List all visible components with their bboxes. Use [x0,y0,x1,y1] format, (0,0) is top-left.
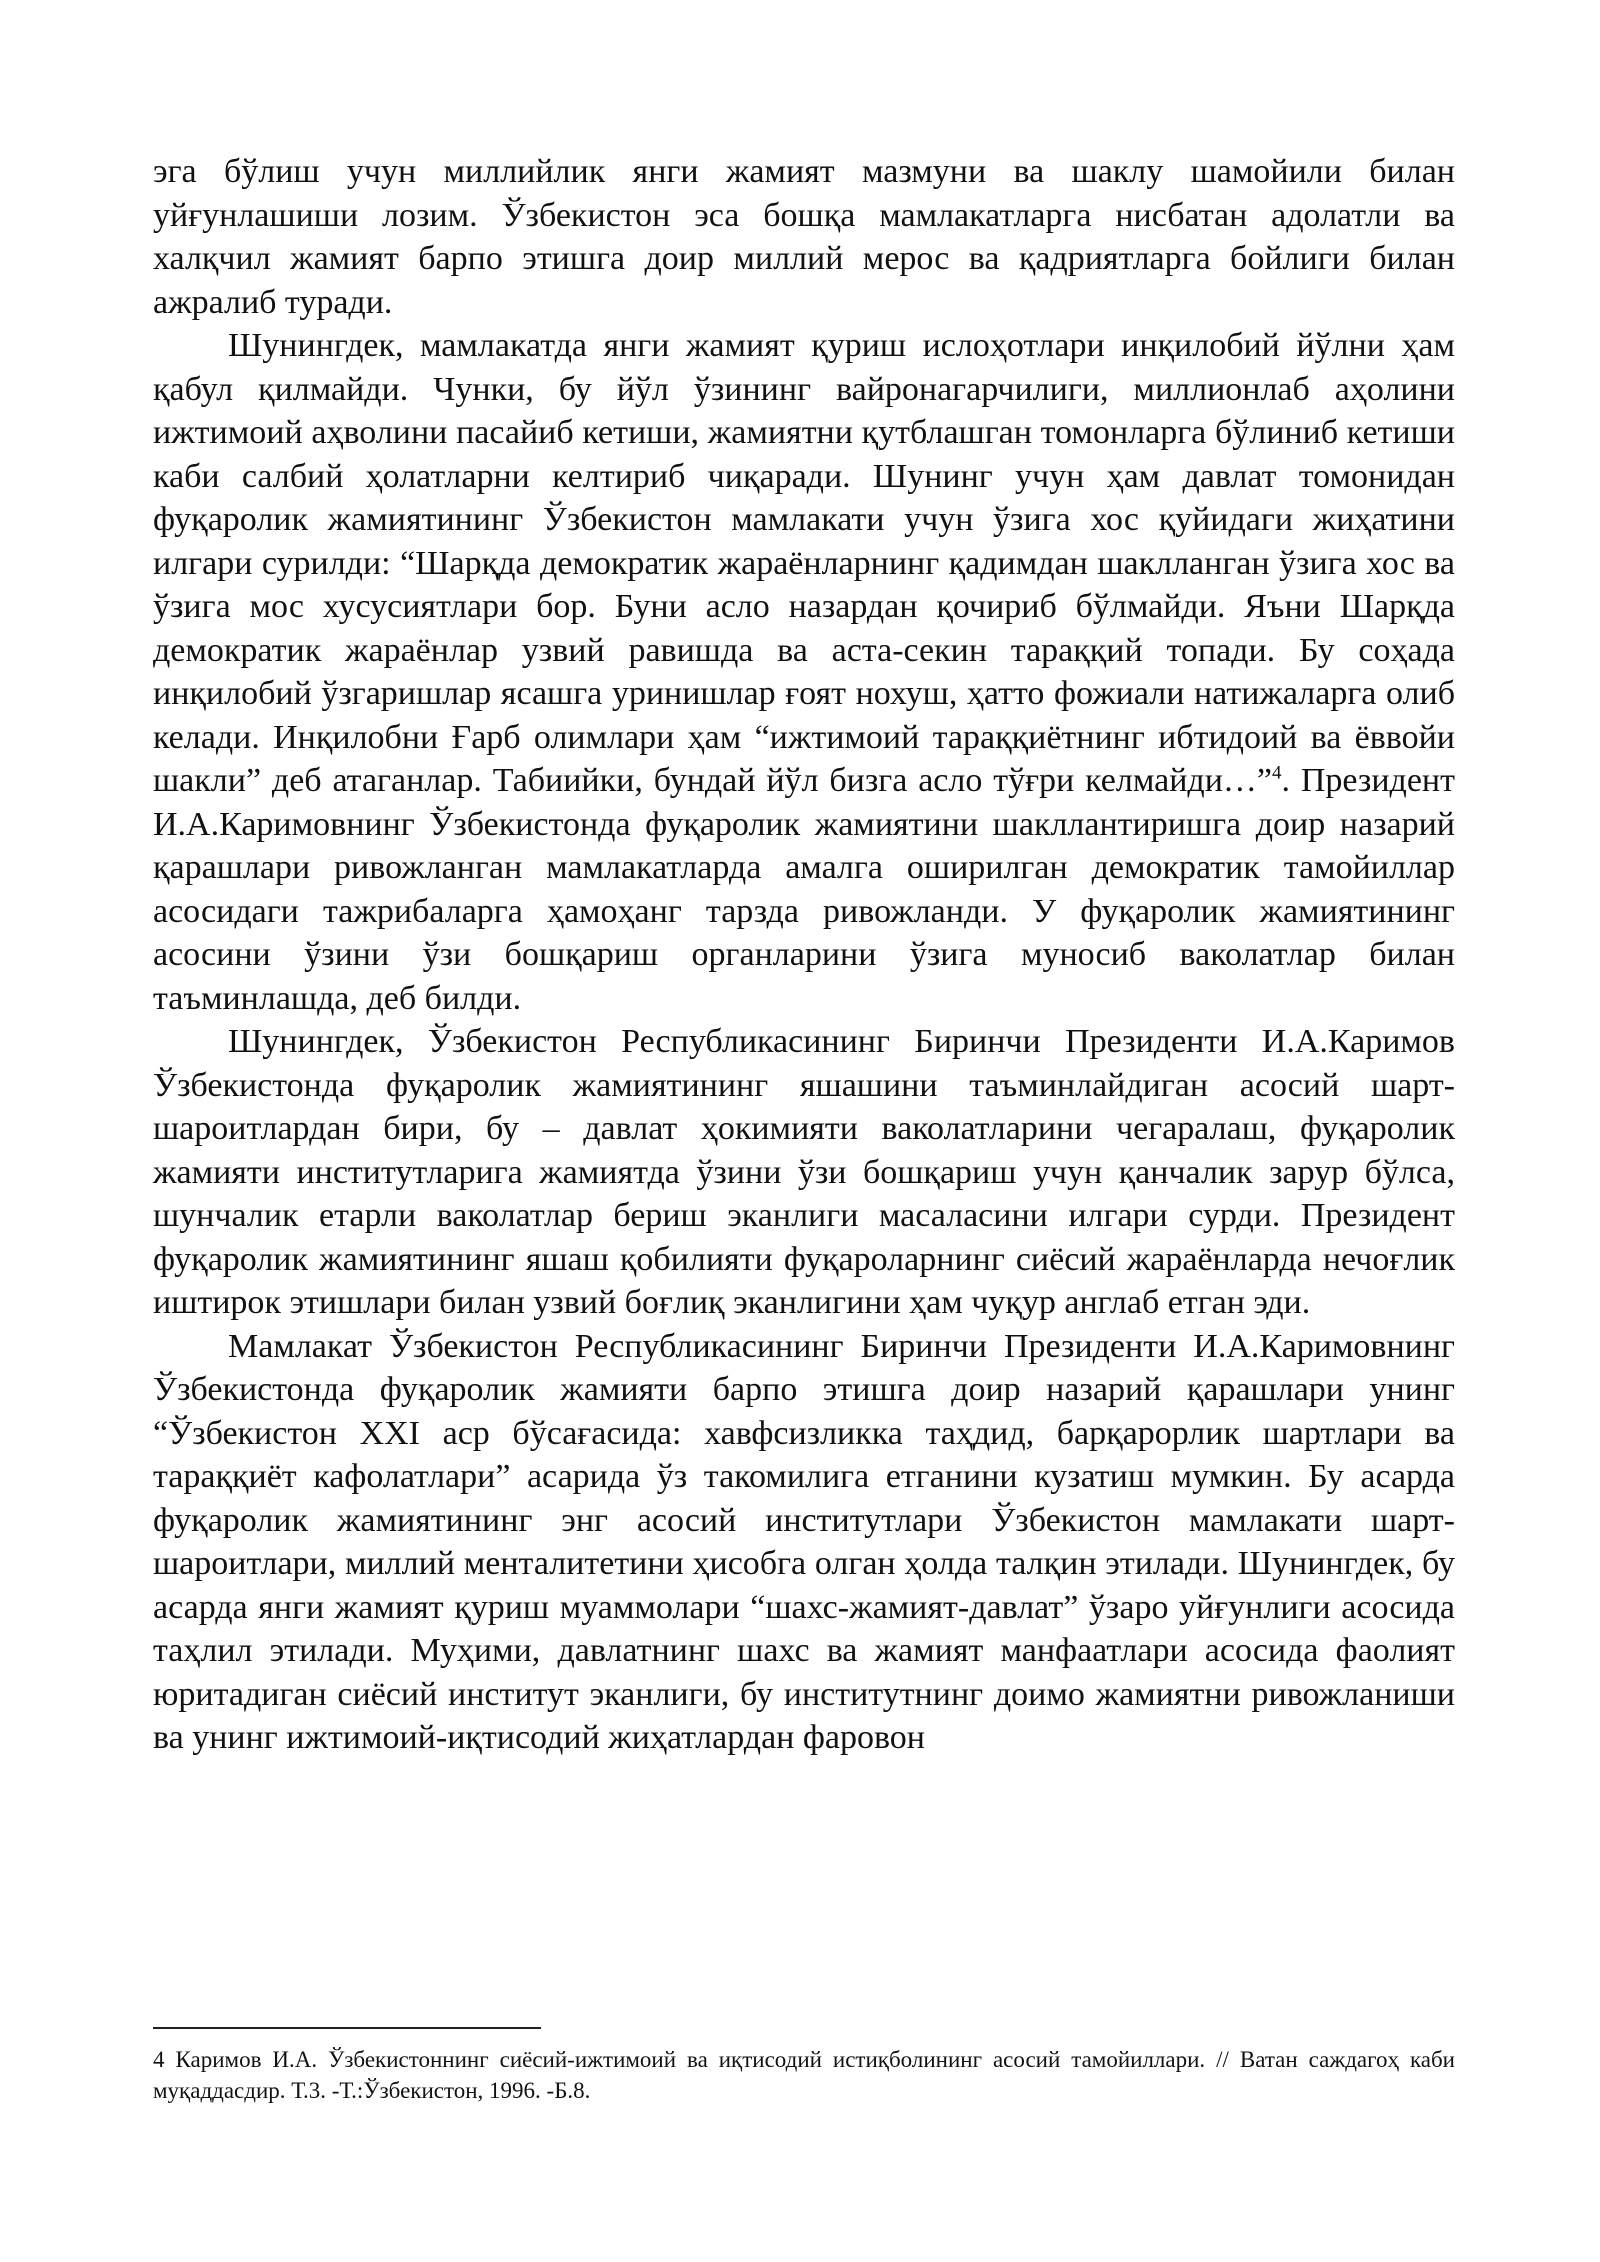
paragraph-3: Шунингдек, Ўзбекистон Республикасининг Биринчи Президенти И.А.Каримов Ўзбекистонда фуқаролик жамиятининг яшашини таъминлайдиган асосий шарт-шароитлардан бири, бу – давлат ҳокимияти ваколатларини чегаралаш, фуқаролик жамияти институтларига жамиятда ўзини ўзи бошқариш учун қанчалик зарур бўлса, шунчалик етарли ваколатлар бериш эканлиги масаласини илгари сурди. Президент фуқаролик жамиятининг яшаш қобилияти фуқароларнинг сиёсий жараёнларда нечоғлик иштирок этишлари билан узвий боғлиқ эканлигини ҳам чуқур англаб етган эди. [153,1023,1455,1321]
paragraph-1: эга бўлиш учун миллийлик янги жамият мазмуни ва шаклу шамойили билан уйғунлашиши лозим. Ўзбекистон эса бошқа мамлакатларга нисбатан адолатли ва халқчил жамият барпо этишга доир миллий мерос ва қадриятларга бойлиги билан ажралиб туради. [153,153,1455,321]
paragraph-2-text-before-ref: Шунингдек, мамлакатда янги жамият қуриш ислоҳотлари инқилобий йўлни ҳам қабул қилмайди. Чунки, бу йўл ўзининг вайронагарчилиги, миллионлаб аҳолини ижтимоий аҳволини пасайиб кетиши, жамиятни қутблашган томонларга бўлиниб кетиши каби салбий ҳолатларни келтириб чиқаради. Шунинг учун ҳам давлат томонидан фуқаролик жамиятининг Ўзбекистон мамлакати учун ўзига хос қуйидаги жиҳатини илгари сурилди: “Шарқда демократик жараёнларнинг қадимдан шаклланган ўзига хос ва ўзига мос хусусиятлари бор. Буни асло назардан қочириб бўлмайди. Яъни Шарқда демократик жараёнлар узвий равишда ва аста-секин тараққий топади. Бу соҳада инқилобий ўзгаришлар ясашга уринишлар ғоят нохуш, ҳатто фожиали натижаларга олиб келади. Инқилобни Ғарб олимлари ҳам “ижтимоий тараққиётнинг ибтидоий ва ёввойи шакли” деб атаганлар. Табиийки, бундай йўл бизга асло тўғри келмайди…” [153,327,1455,799]
footnote: 4 Каримов И.А. Ўзбекистоннинг сиёсий-ижтимоий ва иқтисодий истиқболининг асосий тамойиллари. // Ватан саждагоҳ каби муқаддасдир. Т.3. -Т.:Ўзбекистон, 1996. -Б.8. [153,2047,1455,2103]
paragraph-2 [153,324,1455,1020]
footnote-separator [153,2027,541,2029]
paragraph-4: Мамлакат Ўзбекистон Республикасининг Биринчи Президенти И.А.Каримовнинг Ўзбекистонда фуқаролик жамияти барпо этишга доир назарий қарашлари унинг “Ўзбекистон XXI аср бўсағасида: хавфсизликка таҳдид, барқарорлик шартлари ва тараққиёт кафолатлари” асарида ўз такомилига етганини кузатиш мумкин. Бу асарда фуқаролик жамиятининг энг асосий институтлари Ўзбекистон мамлакати шарт-шароитлари, миллий менталитетини ҳисобга олган ҳолда талқин этилади. Шунингдек, бу асарда янги жамият қуриш муаммолари “шахс-жамият-давлат” ўзаро уйғунлиги асосида таҳлил этилади. Муҳими, давлатнинг шахс ва жамият манфаатлари асосида фаолият юритадиган сиёсий институт эканлиги, бу институтнинг доимо жамиятни ривожланиши ва унинг ижтимоий-иқтисодий жиҳатлардан фаровон [153,1327,1455,1756]
document-body [153,150,1455,1760]
paragraph-2-text-after-ref: . Президент И.А.Каримовнинг Ўзбекистонда фуқаролик жамиятини шакллантиришга доир назарий қарашлари ривожланган мамлакатларда амалга оширилган демократик тамойиллар асосидаги тажрибаларга ҳамоҳанг тарзда ривожланди. У фуқаролик жамиятининг асосини ўзини ўзи бошқариш органларини ўзига муносиб ваколатлар билан таъминлашда, деб билди. [153,762,1455,1017]
footnote-reference[interactable]: 4 [1271,762,1282,784]
